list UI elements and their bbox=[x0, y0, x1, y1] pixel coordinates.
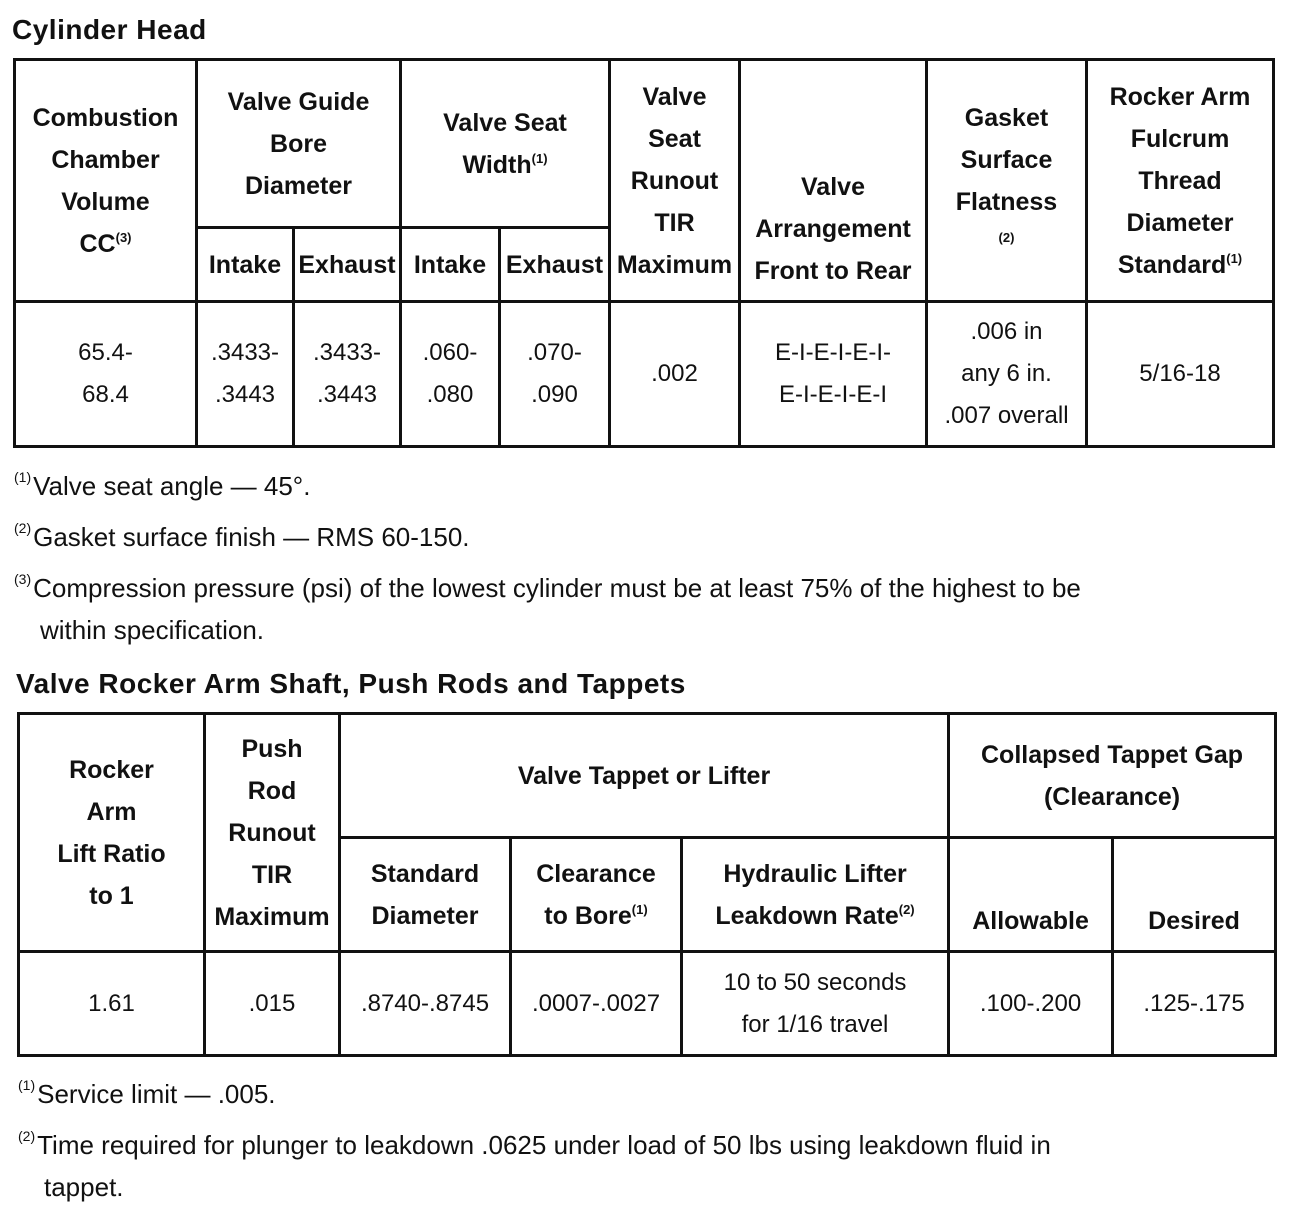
cell-runout: .002 bbox=[610, 302, 740, 447]
header-standard-diameter: Standard Diameter bbox=[340, 838, 511, 952]
cell-seat-exhaust: .070- .090 bbox=[500, 302, 610, 447]
header-guide-exhaust: Exhaust bbox=[294, 228, 401, 302]
footnote: $^{(3)}$Compression pressure (psi) of the lowest cylinder must be at least 75% of the highest to be within specification. bbox=[14, 571, 1081, 645]
footnote: $^{(2)}$Gasket surface finish — RMS 60-150. bbox=[14, 520, 470, 552]
cell-seat-intake: .060- .080 bbox=[401, 302, 500, 447]
cell-leakdown: 10 to 50 seconds for 1/16 travel bbox=[682, 952, 949, 1056]
cylinder-head-footnotes bbox=[14, 456, 1289, 651]
cell-combustion: 65.4- 68.4 bbox=[15, 302, 197, 447]
footnote: $^{(1)}$Service limit — .005. bbox=[18, 1077, 276, 1109]
cell-rocker: 5/16-18 bbox=[1087, 302, 1274, 447]
header-combustion-chamber: Combustion Chamber Volume CC$^{(3)}$ bbox=[15, 60, 197, 302]
header-seat-intake: Intake bbox=[401, 228, 500, 302]
cell-guide-intake: .3433- .3443 bbox=[197, 302, 294, 447]
rocker-arm-table bbox=[17, 712, 1277, 1057]
header-valve-seat-runout: Valve Seat Runout TIR Maximum bbox=[610, 60, 740, 302]
cell-arrangement: E-I-E-I-E-I- E-I-E-I-E-I bbox=[740, 302, 927, 447]
cell-gasket: .006 in any 6 in. .007 overall bbox=[927, 302, 1087, 447]
cell-standard-diameter: .8740-.8745 bbox=[340, 952, 511, 1056]
header-allowable: Allowable bbox=[949, 838, 1113, 952]
header-rocker-fulcrum: Rocker Arm Fulcrum Thread Diameter Standard$^{(1)}$ bbox=[1087, 60, 1274, 302]
header-clearance-to-bore: Clearance to Bore$^{(1)}$ bbox=[511, 838, 682, 952]
cylinder-head-title: Cylinder Head bbox=[12, 14, 207, 45]
header-valve-arrangement: Valve Arrangement Front to Rear bbox=[740, 60, 927, 302]
header-desired: Desired bbox=[1113, 838, 1276, 952]
cell-allowable: .100-.200 bbox=[949, 952, 1113, 1056]
header-valve-tappet: Valve Tappet or Lifter bbox=[340, 714, 949, 838]
rocker-arm-footnotes bbox=[18, 1064, 1288, 1208]
cell-desired: .125-.175 bbox=[1113, 952, 1276, 1056]
cell-guide-exhaust: .3433- .3443 bbox=[294, 302, 401, 447]
cell-push-rod: .015 bbox=[205, 952, 340, 1056]
rocker-arm-title: Valve Rocker Arm Shaft, Push Rods and Tappets bbox=[16, 668, 686, 699]
header-guide-intake: Intake bbox=[197, 228, 294, 302]
header-push-rod: Push Rod Runout TIR Maximum bbox=[205, 714, 340, 952]
header-valve-seat-width: Valve Seat Width$^{(1)}$ bbox=[401, 60, 610, 228]
footnote: $^{(2)}$Time required for plunger to leakdown .0625 under load of 50 lbs using leakdown fluid in tappet. bbox=[18, 1128, 1051, 1202]
footnote: $^{(1)}$Valve seat angle — 45°. bbox=[14, 469, 311, 501]
header-collapsed-gap: Collapsed Tappet Gap (Clearance) bbox=[949, 714, 1276, 838]
header-gasket-flatness: Gasket Surface Flatness $^{(2)}$ bbox=[927, 60, 1087, 302]
header-valve-guide-bore: Valve Guide Bore Diameter bbox=[197, 60, 401, 228]
header-seat-exhaust: Exhaust bbox=[500, 228, 610, 302]
cell-lift-ratio: 1.61 bbox=[19, 952, 205, 1056]
header-lift-ratio: Rocker Arm Lift Ratio to 1 bbox=[19, 714, 205, 952]
cylinder-head-table bbox=[13, 58, 1275, 448]
cell-clearance: .0007-.0027 bbox=[511, 952, 682, 1056]
header-leakdown-rate: Hydraulic Lifter Leakdown Rate$^{(2)}$ bbox=[682, 838, 949, 952]
